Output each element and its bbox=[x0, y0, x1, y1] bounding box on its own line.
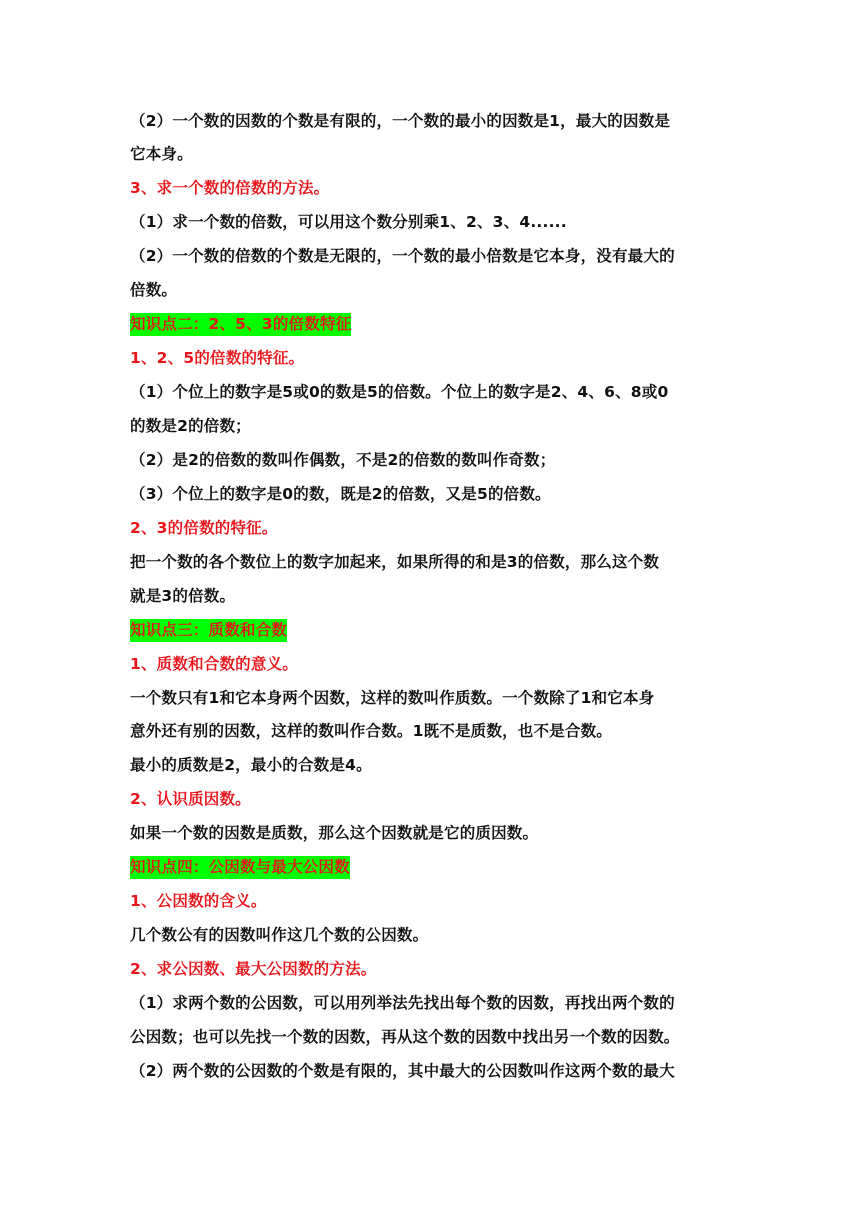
paragraph-line: 公因数；也可以先找一个数的因数，再从这个数的因数中找出另一个数的因数。 bbox=[130, 1028, 680, 1046]
highlighted-heading: 知识点四：公因数与最大公因数 bbox=[130, 856, 350, 879]
highlighted-heading: 知识点三：质数和合数 bbox=[130, 619, 287, 642]
knowledge-point-heading bbox=[130, 856, 350, 878]
section-heading: 1、2、5的倍数的特征。 bbox=[130, 349, 305, 367]
paragraph-line: （1）求一个数的倍数，可以用这个数分别乘1、2、3、4...... bbox=[130, 213, 567, 231]
highlighted-heading: 知识点二：2、5、3的倍数特征 bbox=[130, 313, 351, 336]
paragraph-line: （2）两个数的公因数的个数是有限的，其中最大的公因数叫作这两个数的最大 bbox=[130, 1062, 675, 1080]
paragraph-line: （1）个位上的数字是5或0的数是5的倍数。个位上的数字是2、4、6、8或0 bbox=[130, 383, 669, 401]
paragraph-line: 最小的质数是2，最小的合数是4。 bbox=[130, 756, 372, 774]
section-heading: 1、公因数的含义。 bbox=[130, 892, 267, 910]
paragraph-line: 如果一个数的因数是质数，那么这个因数就是它的质因数。 bbox=[130, 824, 539, 842]
paragraph-line: （3）个位上的数字是0的数，既是2的倍数，又是5的倍数。 bbox=[130, 485, 551, 503]
paragraph-line: （2）一个数的倍数的个数是无限的，一个数的最小倍数是它本身，没有最大的 bbox=[130, 247, 675, 265]
paragraph-line: 的数是2的倍数； bbox=[130, 417, 251, 435]
paragraph-line: 一个数只有1和它本身两个因数，这样的数叫作质数。一个数除了1和它本身 bbox=[130, 689, 655, 707]
section-heading: 2、求公因数、最大公因数的方法。 bbox=[130, 960, 377, 978]
paragraph-line: （2）一个数的因数的个数是有限的，一个数的最小的因数是1，最大的因数是 bbox=[130, 112, 671, 130]
paragraph-line: （2）是2的倍数的数叫作偶数，不是2的倍数的数叫作奇数； bbox=[130, 451, 556, 469]
paragraph-line: 倍数。 bbox=[130, 281, 178, 299]
section-heading: 2、认识质因数。 bbox=[130, 790, 251, 808]
section-heading: 1、质数和合数的意义。 bbox=[130, 655, 298, 673]
section-heading: 3、求一个数的倍数的方法。 bbox=[130, 179, 330, 197]
paragraph-line: 意外还有别的因数，这样的数叫作合数。1既不是质数，也不是合数。 bbox=[130, 722, 612, 740]
knowledge-point-heading bbox=[130, 313, 351, 335]
paragraph-line: 就是3的倍数。 bbox=[130, 587, 236, 605]
paragraph-line: （1）求两个数的公因数，可以用列举法先找出每个数的因数，再找出两个数的 bbox=[130, 994, 675, 1012]
paragraph-line: 它本身。 bbox=[130, 145, 193, 163]
paragraph-line: 几个数公有的因数叫作这几个数的公因数。 bbox=[130, 926, 429, 944]
knowledge-point-heading bbox=[130, 619, 287, 641]
paragraph-line: 把一个数的各个数位上的数字加起来，如果所得的和是3的倍数，那么这个数 bbox=[130, 553, 660, 571]
section-heading: 2、3的倍数的特征。 bbox=[130, 519, 278, 537]
